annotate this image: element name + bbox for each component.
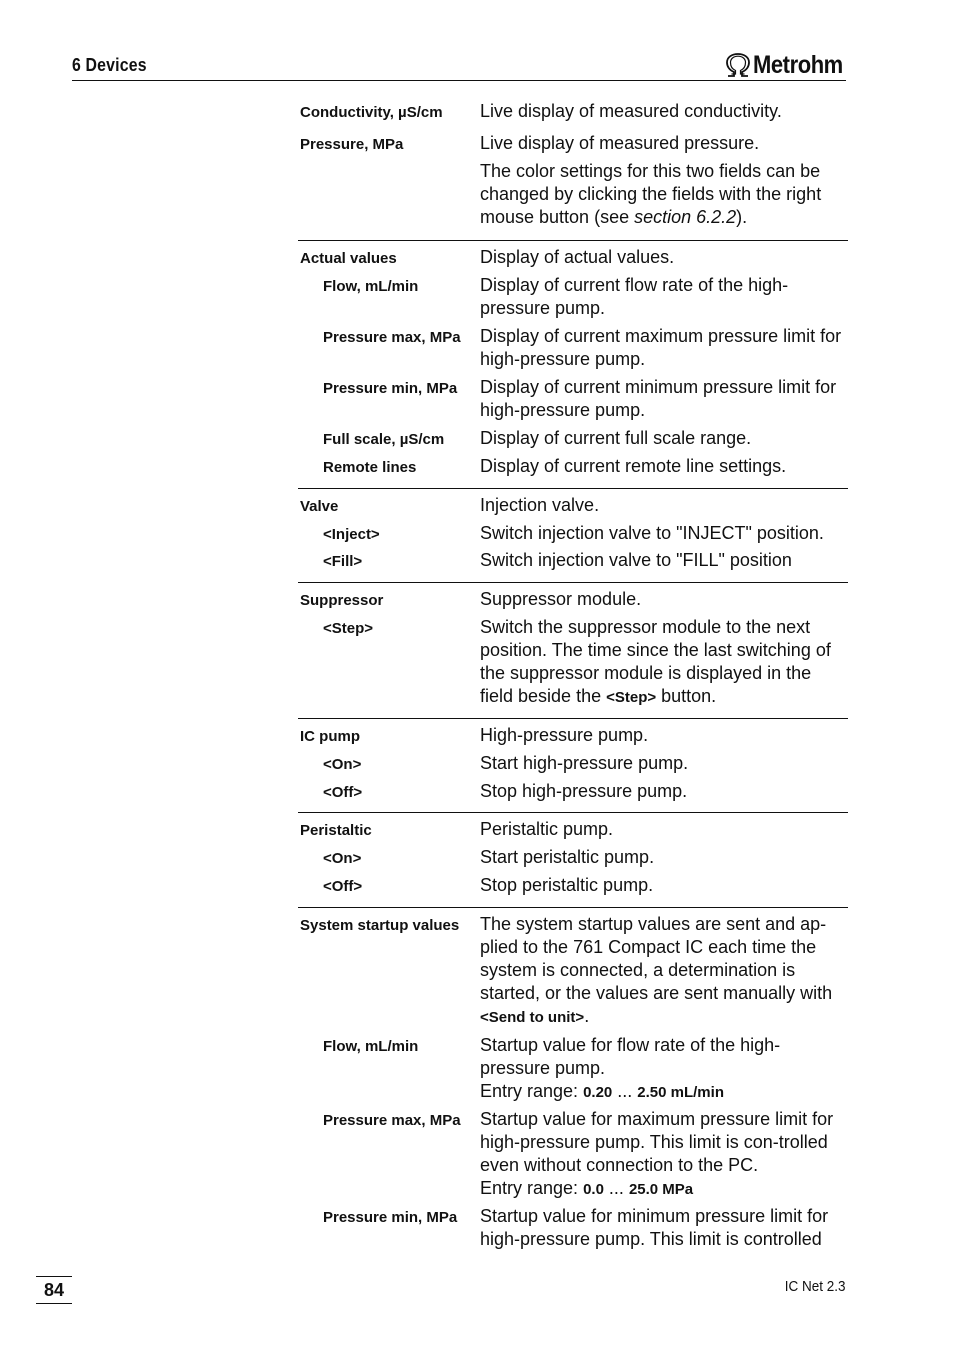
term-desc: High-pressure pump.: [480, 725, 649, 745]
term-desc: Display of actual values.: [480, 247, 675, 267]
row-peristaltic: [298, 818, 848, 846]
row-on: [298, 846, 848, 874]
startup-flow-desc: Startup value for flow rate of the high-pressure pump.: [480, 1035, 781, 1078]
color-note-end: ).: [736, 207, 748, 227]
row-fill: [298, 549, 848, 577]
term-desc: Start peristaltic pump.: [480, 847, 655, 867]
term-desc: Display of current flow rate of the high-pressure pump.: [480, 275, 789, 318]
row-ic-pump: [298, 724, 848, 752]
step-desc-text: Switch the suppressor module to the next position. The time since the last switching of the suppressor module is displayed in the field beside the: [480, 617, 831, 706]
row-on: [298, 752, 848, 780]
term-desc: Startup value for minimum pressure limit for high-pressure pump. This limit is controlled: [480, 1206, 829, 1249]
send-to-unit-ref: <Send to unit>: [480, 1009, 585, 1026]
term-label: <On>: [323, 756, 362, 773]
term-desc: Switch injection valve to "INJECT" position.: [480, 523, 824, 543]
term-desc: Live display of measured conductivity.: [480, 101, 782, 121]
term-label: Conductivity, µS/cm: [300, 104, 443, 121]
term-desc: [480, 913, 848, 1034]
row-remote-lines: [298, 455, 848, 483]
term-label: <Fill>: [323, 553, 363, 570]
color-note-text: The color settings for this two fields can be changed by clicking the fields with the right mouse button (see: [480, 161, 822, 227]
range-max: 2.50 mL/min: [637, 1084, 724, 1101]
row-off: [298, 874, 848, 902]
product-name: IC Net 2.3: [785, 1278, 846, 1295]
term-label: <Inject>: [323, 526, 380, 543]
term-desc: Switch injection valve to "FILL" position: [480, 550, 792, 570]
term-label: Pressure max, MPa: [323, 1112, 461, 1129]
term-label: Peristaltic: [300, 822, 372, 839]
step-button-ref: <Step>: [606, 689, 657, 706]
section-peristaltic: [298, 812, 848, 902]
range-sep: ...: [603, 1178, 629, 1198]
term-label: <Off>: [323, 878, 363, 895]
row-startup-flow: [298, 1034, 848, 1108]
row-pressure-max: [298, 325, 848, 376]
term-desc: Display of current minimum pressure limit for high-pressure pump.: [480, 377, 837, 420]
range-min: 0.0: [583, 1181, 604, 1198]
omega-icon: [724, 52, 752, 78]
row-actual-values: [298, 246, 848, 274]
row-startup: [298, 913, 848, 1034]
term-desc: [480, 132, 848, 234]
color-note: [480, 160, 848, 229]
section-valve: [298, 488, 848, 577]
row-step: [298, 616, 848, 709]
desc-line: Live display of measured pressure.: [480, 133, 760, 153]
range-prefix: Entry range:: [480, 1178, 584, 1198]
term-label: System startup values: [300, 917, 460, 934]
term-label: <Step>: [323, 620, 374, 637]
term-label: Pressure min, MPa: [323, 380, 458, 397]
term-label: Pressure max, MPa: [323, 329, 461, 346]
metrohm-logo: [724, 50, 855, 80]
term-desc: Suppressor module.: [480, 589, 642, 609]
section-ic-pump: [298, 718, 848, 808]
range-max: 25.0 MPa: [628, 1181, 694, 1198]
section-reference: section 6.2.2: [634, 207, 737, 227]
term-label: Flow, mL/min: [323, 278, 419, 295]
row-off: [298, 780, 848, 808]
term-desc: Display of current remote line settings.: [480, 456, 787, 476]
entry-range: [480, 1080, 848, 1104]
term-label: Actual values: [300, 250, 397, 267]
row-startup-pressure-min: [298, 1205, 848, 1251]
term-label: Suppressor: [300, 592, 384, 609]
term-label: IC pump: [300, 728, 360, 745]
term-desc: Stop high-pressure pump.: [480, 781, 688, 801]
term-desc: Start high-pressure pump.: [480, 753, 689, 773]
entry-range: [480, 1177, 848, 1201]
header-rule: [72, 80, 846, 81]
row-valve: [298, 494, 848, 522]
term-desc: Stop peristaltic pump.: [480, 875, 654, 895]
term-desc: Display of current full scale range.: [480, 428, 752, 448]
term-label: Valve: [300, 498, 339, 515]
row-full-scale: [298, 427, 848, 455]
term-label: Remote lines: [323, 459, 417, 476]
row-pressure: [298, 132, 848, 234]
section-startup-values: [298, 907, 848, 1251]
term-desc: Peristaltic pump.: [480, 819, 614, 839]
startup-desc-end: .: [584, 1006, 590, 1026]
term-desc: Display of current maximum pressure limit for high-pressure pump.: [480, 326, 842, 369]
row-suppressor: [298, 588, 848, 616]
term-label: Pressure, MPa: [300, 136, 404, 153]
page-number: 84: [36, 1276, 72, 1304]
section-live-display: [298, 100, 848, 234]
term-label: Pressure min, MPa: [323, 1209, 458, 1226]
logo-text: Metrohm: [753, 50, 843, 79]
term-desc: [480, 1034, 848, 1108]
startup-pmax-desc: Startup value for maximum pressure limit for high-pressure pump. This limit is con-trolled even without connection to the PC.: [480, 1109, 834, 1175]
step-desc-end: button.: [656, 686, 717, 706]
row-flow: [298, 274, 848, 325]
range-prefix: Entry range:: [480, 1081, 584, 1101]
term-desc: Injection valve.: [480, 495, 600, 515]
term-label: Flow, mL/min: [323, 1038, 419, 1055]
term-label: <On>: [323, 850, 362, 867]
row-startup-pressure-max: [298, 1108, 848, 1205]
term-desc: [480, 616, 848, 709]
row-conductivity: [298, 100, 848, 132]
term-label: Full scale, µS/cm: [323, 431, 445, 448]
section-suppressor: [298, 582, 848, 709]
startup-desc-text: The system startup values are sent and ap-plied to the 761 Compact IC each time the system is connected, a determination is started, or the values are sent manually with: [480, 914, 833, 1003]
range-min: 0.20: [583, 1084, 613, 1101]
row-pressure-min: [298, 376, 848, 427]
term-desc: [480, 1108, 848, 1205]
term-label: <Off>: [323, 784, 363, 801]
range-sep: ...: [612, 1081, 638, 1101]
row-inject: [298, 522, 848, 549]
chapter-title: 6 Devices: [72, 55, 147, 75]
section-actual-values: [298, 240, 848, 483]
